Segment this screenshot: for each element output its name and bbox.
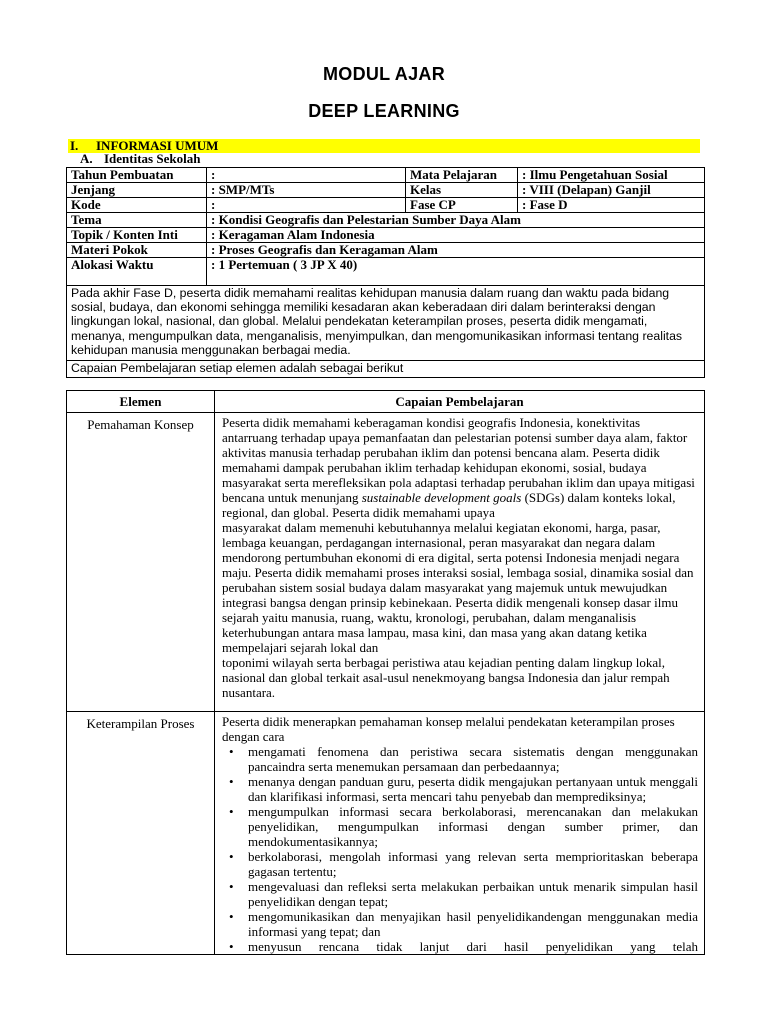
bullet-icon: •: [229, 804, 234, 819]
list-item-text: mengamati fenomena dan peristiwa secara sistematis dengan menggunakan pancaindra serta menemukan persamaan dan perbedaannya;: [248, 744, 698, 774]
element-description: [215, 712, 705, 955]
italic-term: sustainable development goals: [361, 490, 522, 505]
identity-label: Topik / Konten Inti: [67, 228, 207, 243]
phase-description: Pada akhir Fase D, peserta didik memahami realitas kehidupan manusia dalam ruang dan waktu pada bidang sosial, budaya, dan ekonomi sehingga memiliki kesadaran akan keberadaan diri dalam berinteraksi dengan lingkungan lokal, nasional, dan global. Melalui pendekatan keterampilan proses, peserta didik mengamati, menanya, mengumpulkan data, menganalisis, menyimpulkan, dan mengomunikasikan informasi tentang realitas kehidupan manusia menggunakan berbagai media.: [67, 286, 705, 361]
table-row: [67, 198, 705, 213]
identity-label: Tema: [67, 213, 207, 228]
identity-label: Mata Pelajaran: [406, 168, 518, 183]
bullet-icon: •: [229, 849, 234, 864]
bullet-icon: •: [229, 744, 234, 759]
identity-value: : Ilmu Pengetahuan Sosial: [518, 168, 705, 183]
paragraph: toponimi wilayah serta berbagai peristiwa atau kejadian penting dalam lingkup lokal, nasional dan global terkait asal-usul nenekmoyang bangsa Indonesia dan jalur rempah nusantara.: [222, 655, 670, 700]
identity-value: : SMP/MTs: [207, 183, 406, 198]
section-number: I.: [70, 138, 79, 153]
table-row: [67, 286, 705, 361]
document-title: MODUL AJAR: [322, 64, 445, 84]
table-row: [67, 168, 705, 183]
list-item-text: menanya dengan panduan guru, peserta didik mengajukan pertanyaan untuk menggali dan klarifikasi informasi, serta mencari tahu penyebab dan memprediksinya;: [248, 774, 698, 804]
element-name: Keterampilan Proses: [67, 712, 215, 955]
identity-label: Kelas: [406, 183, 518, 198]
list-item-text: mengomunikasikan dan menyajikan hasil penyelidikandengan menggunakan media informasi yang tepat; dan: [248, 909, 698, 939]
list-item-text: menyusun rencana tidak lanjut dari hasil penyelidikan yang telah: [248, 939, 698, 954]
capaian-intro: Capaian Pembelajaran setiap elemen adalah sebagai berikut: [67, 361, 705, 378]
element-description: [215, 413, 705, 712]
text-run: (SDGs) dalam konteks lokal, regional, dan global. Peserta didik memahami upaya: [222, 490, 676, 520]
column-header-capaian: Capaian Pembelajaran: [215, 391, 705, 413]
subsection-label: Identitas Sekolah: [104, 151, 201, 166]
bullet-icon: •: [229, 909, 234, 924]
column-header-element: Elemen: [67, 391, 215, 413]
list-item: [222, 744, 698, 774]
table-row: [67, 213, 705, 228]
table-row: [67, 258, 705, 286]
identity-label: Materi Pokok: [67, 243, 207, 258]
identity-value: : Proses Geografis dan Keragaman Alam: [207, 243, 705, 258]
subsection-letter: A.: [80, 151, 93, 166]
paragraph: [222, 415, 698, 520]
list-item: [222, 879, 698, 909]
learning-outcomes-table: [66, 390, 705, 955]
subsection-header: [80, 151, 201, 166]
identity-value: : 1 Pertemuan ( 3 JP X 40): [207, 258, 705, 286]
identity-label: Jenjang: [67, 183, 207, 198]
identity-label: Fase CP: [406, 198, 518, 213]
section-label: INFORMASI UMUM: [96, 138, 219, 153]
list-item: [222, 909, 698, 939]
identity-label: Kode: [67, 198, 207, 213]
identity-value: : Fase D: [518, 198, 705, 213]
list-item: [222, 804, 698, 849]
table-row: [67, 361, 705, 378]
identity-label: Tahun Pembuatan: [67, 168, 207, 183]
paragraph: Peserta didik menerapkan pemahaman konsep melalui pendekatan keterampilan proses dengan cara: [222, 714, 675, 744]
table-row: [67, 712, 705, 955]
list-item-text: mengevaluasi dan refleksi serta melakukan perbaikan untuk menarik simpulan hasil penyelidikan dengan tepat;: [248, 879, 698, 909]
table-header-row: [67, 391, 705, 413]
list-item-text: mengumpulkan informasi secara berkolaborasi, merencanakan dan melakukan penyelidikan, mengumpulkan informasi dengan sumber primer, dan mendokumentasikannya;: [248, 804, 698, 849]
bullet-icon: •: [229, 774, 234, 789]
list-item: [222, 939, 698, 954]
identity-value: :: [207, 168, 406, 183]
bullet-icon: •: [229, 939, 234, 954]
document-subtitle: DEEP LEARNING: [308, 101, 460, 121]
list-item: [222, 774, 698, 804]
table-row: [67, 228, 705, 243]
list-item-text: berkolaborasi, mengolah informasi yang relevan serta memprioritaskan beberapa gagasan tertentu;: [248, 849, 698, 879]
identity-value: :: [207, 198, 406, 213]
table-row: [67, 243, 705, 258]
bullet-icon: •: [229, 879, 234, 894]
process-list: [222, 744, 698, 954]
text-run: Peserta didik memahami keberagaman kondisi geografis Indonesia, konektivitas antarruang terhadap upaya pemanfaatan dan pelestarian potensi sumber daya alam, faktor aktivitas manusia terhadap perubahan iklim dan potensi bencana alam. Peserta didik memahami dampak perubahan iklim terhadap kehidupan ekonomi, sosial, budaya masyarakat serta merefleksikan pola adaptasi terhadap perubahan iklim dan upaya mitigasi bencana untuk menunjang: [222, 415, 695, 505]
list-item: [222, 849, 698, 879]
table-row: [67, 413, 705, 712]
identity-table: [66, 167, 705, 378]
identity-value: : Keragaman Alam Indonesia: [207, 228, 705, 243]
table-row: [67, 183, 705, 198]
element-name: Pemahaman Konsep: [67, 413, 215, 712]
identity-value: : Kondisi Geografis dan Pelestarian Sumber Daya Alam: [207, 213, 705, 228]
identity-value: : VIII (Delapan) Ganjil: [518, 183, 705, 198]
paragraph: masyarakat dalam memenuhi kebutuhannya melalui kegiatan ekonomi, harga, pasar, lembaga keuangan, perdagangan internasional, peran masyarakat dan negara dalam mendorong pertumbuhan ekonomi di era digital, serta potensi Indonesia menjadi negara maju. Peserta didik memahami proses interaksi sosial, lembaga sosial, dinamika sosial dan perubahan sistem sosial budaya dalam masyarakat yang majemuk untuk mewujudkan integrasi bangsa dengan prinsip kebinekaan. Peserta didik mengenali konsep dasar ilmu sejarah yaitu manusia, ruang, waktu, kronologi, perubahan, dalam menganalisis keterhubungan antara masa lampau, masa kini, dan masa yang akan datang ketika mempelajari sejarah lokal dan: [222, 520, 694, 655]
identity-label: Alokasi Waktu: [67, 258, 207, 286]
